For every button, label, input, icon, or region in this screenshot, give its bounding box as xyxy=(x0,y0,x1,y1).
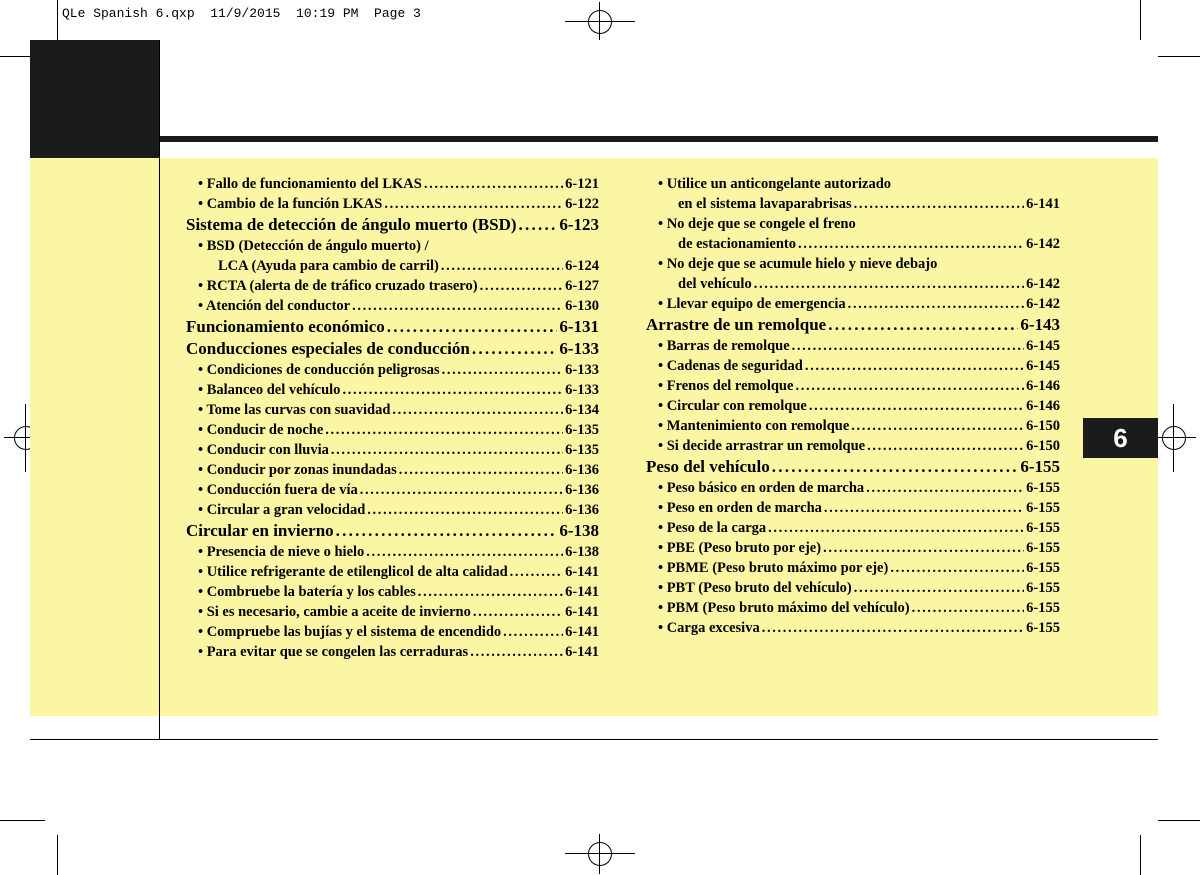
toc-subentry[interactable] xyxy=(186,380,599,400)
toc-page-number: 6-142 xyxy=(1026,276,1060,292)
toc-entry-label: • Fallo de funcionamiento del LKAS xyxy=(198,176,422,192)
toc-leader-dots xyxy=(366,542,563,562)
toc-subentry[interactable] xyxy=(186,440,599,460)
toc-subentry[interactable] xyxy=(646,436,1060,456)
toc-subentry[interactable] xyxy=(646,478,1060,498)
toc-entry-label: • RCTA (alerta de de tráfico cruzado trasero) xyxy=(198,278,478,294)
toc-entry-label: • PBT (Peso bruto del vehículo) xyxy=(658,580,852,596)
toc-entry-label: • Peso de la carga xyxy=(658,520,767,536)
toc-entry-label: • Cambio de la función LKAS xyxy=(198,196,383,212)
registration-crosshair xyxy=(599,834,600,874)
toc-subentry[interactable] xyxy=(646,578,1060,598)
toc-entry-label: Sistema de detección de ángulo muerto (BSD) xyxy=(186,215,517,234)
toc-leader-dots xyxy=(424,174,563,194)
print-slug-line: QLe Spanish 6.qxp 11/9/2015 10:19 PM Page 3 xyxy=(62,6,421,21)
toc-subentry[interactable] xyxy=(186,420,599,440)
toc-page-number: 6-142 xyxy=(1026,236,1060,252)
toc-leader-dots xyxy=(824,498,1024,518)
toc-leader-dots xyxy=(854,578,1024,598)
toc-page-number: 6-155 xyxy=(1026,500,1060,516)
toc-entry-label: LCA (Ayuda para cambio de carril) xyxy=(218,258,439,274)
toc-page-number: 6-155 xyxy=(1026,560,1060,576)
toc-subentry[interactable] xyxy=(646,618,1060,638)
toc-leader-dots xyxy=(772,456,1019,478)
toc-section-entry[interactable] xyxy=(646,314,1060,336)
toc-page-number: 6-155 xyxy=(1026,480,1060,496)
toc-leader-dots xyxy=(472,338,558,360)
toc-subentry[interactable] xyxy=(186,480,599,500)
toc-subentry[interactable] xyxy=(646,336,1060,356)
toc-leader-dots xyxy=(367,500,563,520)
registration-crosshair xyxy=(565,853,635,854)
toc-subentry[interactable] xyxy=(186,460,599,480)
toc-entry-label: • Conducir de noche xyxy=(198,422,324,438)
toc-leader-dots xyxy=(768,518,1024,538)
toc-page-number: 6-141 xyxy=(565,584,599,600)
toc-leader-dots xyxy=(867,436,1024,456)
toc-page-number: 6-141 xyxy=(565,624,599,640)
margin-rule xyxy=(159,40,160,740)
toc-leader-dots xyxy=(510,562,564,582)
toc-leader-dots xyxy=(325,420,563,440)
toc-entry-label: • Circular con remolque xyxy=(658,398,807,414)
toc-entry-label: en el sistema lavaparabrisas xyxy=(678,196,852,212)
toc-entry-label: • No deje que se congele el freno xyxy=(658,216,856,232)
toc-page-number: 6-133 xyxy=(565,382,599,398)
toc-page-number: 6-130 xyxy=(565,298,599,314)
toc-page-number: 6-141 xyxy=(565,564,599,580)
toc-leader-dots xyxy=(519,214,558,236)
toc-leader-dots xyxy=(912,598,1025,618)
toc-entry-label: • Peso básico en orden de marcha xyxy=(658,480,865,496)
toc-subentry[interactable] xyxy=(186,500,599,520)
toc-leader-dots xyxy=(851,416,1024,436)
toc-page-number: 6-145 xyxy=(1026,338,1060,354)
toc-section-entry[interactable] xyxy=(186,316,599,338)
toc-leader-dots xyxy=(866,478,1024,498)
registration-crosshair xyxy=(1173,404,1174,472)
toc-subentry[interactable] xyxy=(186,174,599,194)
toc-leader-dots xyxy=(392,400,563,420)
toc-entry-label: • Peso en orden de marcha xyxy=(658,500,822,516)
toc-subentry-continuation[interactable] xyxy=(646,194,1060,214)
toc-page-number: 6-133 xyxy=(565,362,599,378)
toc-leader-dots xyxy=(890,558,1024,578)
crop-mark xyxy=(1158,56,1200,57)
toc-entry-label: • Presencia de nieve o hielo xyxy=(198,544,365,560)
toc-page-number: 6-142 xyxy=(1026,296,1060,312)
crop-mark xyxy=(57,835,58,875)
toc-page-number: 6-121 xyxy=(565,176,599,192)
toc-leader-dots xyxy=(805,356,1024,376)
toc-entry-label: • No deje que se acumule hielo y nieve debajo xyxy=(658,256,938,272)
toc-leader-dots xyxy=(848,294,1025,314)
toc-subentry[interactable] xyxy=(646,294,1060,314)
toc-page-number: 6-155 xyxy=(1020,457,1060,476)
registration-mark-icon xyxy=(588,842,612,866)
toc-leader-dots xyxy=(441,256,563,276)
toc-leader-dots xyxy=(360,480,563,500)
toc-entry-label: Funcionamiento económico xyxy=(186,317,385,336)
toc-entry-label: • Combruebe la batería y los cables xyxy=(198,584,416,600)
toc-entry-label: • Circular a gran velocidad xyxy=(198,502,366,518)
toc-page-number: 6-131 xyxy=(559,317,599,336)
toc-page-number: 6-136 xyxy=(565,462,599,478)
toc-leader-dots xyxy=(798,234,1024,254)
toc-leader-dots xyxy=(823,538,1024,558)
toc-subentry[interactable] xyxy=(646,214,1060,234)
toc-page-number: 6-135 xyxy=(565,442,599,458)
registration-mark-icon xyxy=(1162,426,1186,450)
toc-entry-label: • Cadenas de seguridad xyxy=(658,358,803,374)
toc-page-number: 6-145 xyxy=(1026,358,1060,374)
toc-entry-label: • Conducir por zonas inundadas xyxy=(198,462,397,478)
toc-subentry[interactable] xyxy=(646,396,1060,416)
toc-page-number: 6-124 xyxy=(565,258,599,274)
toc-section-entry[interactable] xyxy=(186,214,599,236)
toc-page-number: 6-133 xyxy=(559,339,599,358)
crop-mark xyxy=(1158,820,1200,821)
toc-page-number: 6-138 xyxy=(559,521,599,540)
toc-page-number: 6-127 xyxy=(565,278,599,294)
toc-page-number: 6-146 xyxy=(1026,378,1060,394)
toc-leader-dots xyxy=(352,296,563,316)
toc-entry-label: • Conducción fuera de vía xyxy=(198,482,358,498)
header-rule xyxy=(160,136,1158,142)
toc-leader-dots xyxy=(480,276,564,296)
toc-subentry[interactable] xyxy=(186,562,599,582)
toc-leader-dots xyxy=(336,520,558,542)
toc-page-number: 6-146 xyxy=(1026,398,1060,414)
registration-crosshair xyxy=(25,404,26,472)
toc-entry-label: • Utilice un anticongelante autorizado xyxy=(658,176,892,192)
chapter-tab: 6 xyxy=(1083,418,1158,458)
registration-crosshair xyxy=(1152,437,1196,438)
toc-leader-dots xyxy=(854,194,1025,214)
toc-subentry[interactable] xyxy=(646,498,1060,518)
crop-mark xyxy=(57,0,58,40)
registration-mark-icon xyxy=(588,10,612,34)
toc-page-number: 6-155 xyxy=(1026,580,1060,596)
toc-entry-label: • PBM (Peso bruto máximo del vehículo) xyxy=(658,600,910,616)
toc-section-entry[interactable] xyxy=(186,338,599,360)
toc-leader-dots xyxy=(442,360,563,380)
toc-column-left xyxy=(186,174,599,662)
toc-subentry[interactable] xyxy=(186,236,599,256)
crop-mark xyxy=(1140,835,1141,875)
header-block xyxy=(30,40,160,158)
toc-page-number: 6-155 xyxy=(1026,520,1060,536)
toc-entry-label: Circular en invierno xyxy=(186,521,334,540)
toc-section-entry[interactable] xyxy=(186,520,599,542)
toc-column-right xyxy=(646,174,1060,638)
toc-entry-label: • BSD (Detección de ángulo muerto) / xyxy=(198,238,429,254)
toc-entry-label: • Barras de remolque xyxy=(658,338,790,354)
toc-page-number: 6-122 xyxy=(565,196,599,212)
toc-leader-dots xyxy=(399,460,563,480)
toc-entry-label: • PBE (Peso bruto por eje) xyxy=(658,540,822,556)
toc-page-number: 6-143 xyxy=(1020,315,1060,334)
toc-page-number: 6-141 xyxy=(565,604,599,620)
toc-entry-label: • Si es necesario, cambie a aceite de invierno xyxy=(198,604,471,620)
toc-page-number: 6-136 xyxy=(565,482,599,498)
toc-subentry[interactable] xyxy=(186,542,599,562)
toc-subentry[interactable] xyxy=(646,518,1060,538)
toc-page-number: 6-155 xyxy=(1026,540,1060,556)
toc-leader-dots xyxy=(473,602,563,622)
toc-leader-dots xyxy=(503,622,563,642)
toc-entry-label: • Si decide arrastrar un remolque xyxy=(658,438,866,454)
toc-leader-dots xyxy=(792,336,1024,356)
toc-entry-label: Peso del vehículo xyxy=(646,457,770,476)
toc-subentry[interactable] xyxy=(646,538,1060,558)
toc-leader-dots xyxy=(342,380,563,400)
toc-entry-label: • Utilice refrigerante de etilenglicol de alta calidad xyxy=(198,564,508,580)
toc-entry-label: • Conducir con lluvia xyxy=(198,442,329,458)
toc-page-number: 6-135 xyxy=(565,422,599,438)
toc-page-number: 6-134 xyxy=(565,402,599,418)
toc-page-number: 6-136 xyxy=(565,502,599,518)
toc-entry-label: • Mantenimiento con remolque xyxy=(658,418,850,434)
toc-subentry[interactable] xyxy=(646,416,1060,436)
toc-subentry[interactable] xyxy=(646,174,1060,194)
toc-entry-label: de estacionamiento xyxy=(678,236,796,252)
toc-leader-dots xyxy=(418,582,563,602)
toc-leader-dots xyxy=(762,618,1024,638)
toc-leader-dots xyxy=(795,376,1024,396)
toc-subentry[interactable] xyxy=(646,558,1060,578)
toc-entry-label: del vehículo xyxy=(678,276,752,292)
toc-page-number: 6-150 xyxy=(1026,418,1060,434)
toc-page-number: 6-123 xyxy=(559,215,599,234)
toc-entry-label: Conducciones especiales de conducción xyxy=(186,339,470,358)
toc-page-number: 6-155 xyxy=(1026,600,1060,616)
toc-leader-dots xyxy=(828,314,1018,336)
crop-mark xyxy=(0,820,45,821)
toc-page-number: 6-155 xyxy=(1026,620,1060,636)
footer-rule xyxy=(30,739,1158,740)
toc-entry-label: Arrastre de un remolque xyxy=(646,315,827,334)
crop-mark xyxy=(1140,0,1141,40)
toc-subentry[interactable] xyxy=(186,582,599,602)
toc-page-number: 6-150 xyxy=(1026,438,1060,454)
toc-subentry[interactable] xyxy=(186,194,599,214)
toc-subentry-continuation[interactable] xyxy=(646,274,1060,294)
toc-entry-label: • Atención del conductor xyxy=(198,298,351,314)
toc-entry-label: • Condiciones de conducción peligrosas xyxy=(198,362,440,378)
toc-subentry[interactable] xyxy=(186,602,599,622)
toc-subentry[interactable] xyxy=(646,598,1060,618)
toc-subentry[interactable] xyxy=(646,254,1060,274)
toc-entry-label: • Para evitar que se congelen las cerraduras xyxy=(198,644,469,660)
toc-leader-dots xyxy=(809,396,1024,416)
toc-page-number: 6-141 xyxy=(565,644,599,660)
toc-leader-dots xyxy=(331,440,563,460)
toc-subentry[interactable] xyxy=(186,276,599,296)
toc-entry-label: • Compruebe las bujías y el sistema de encendido xyxy=(198,624,502,640)
toc-subentry[interactable] xyxy=(186,622,599,642)
toc-subentry[interactable] xyxy=(186,360,599,380)
toc-leader-dots xyxy=(387,316,558,338)
toc-entry-label: • Frenos del remolque xyxy=(658,378,794,394)
toc-subentry-continuation[interactable] xyxy=(186,256,599,276)
toc-subentry[interactable] xyxy=(186,642,599,662)
toc-page-number: 6-141 xyxy=(1026,196,1060,212)
toc-leader-dots xyxy=(384,194,563,214)
toc-entry-label: • Llevar equipo de emergencia xyxy=(658,296,846,312)
toc-entry-label: • PBME (Peso bruto máximo por eje) xyxy=(658,560,889,576)
toc-entry-label: • Balanceo del vehículo xyxy=(198,382,341,398)
toc-subentry[interactable] xyxy=(646,376,1060,396)
toc-subentry-continuation[interactable] xyxy=(646,234,1060,254)
toc-entry-label: • Tome las curvas con suavidad xyxy=(198,402,391,418)
toc-leader-dots xyxy=(470,642,563,662)
toc-subentry[interactable] xyxy=(186,400,599,420)
toc-section-entry[interactable] xyxy=(646,456,1060,478)
toc-page-number: 6-138 xyxy=(565,544,599,560)
toc-subentry[interactable] xyxy=(646,356,1060,376)
registration-crosshair xyxy=(565,21,635,22)
toc-subentry[interactable] xyxy=(186,296,599,316)
toc-leader-dots xyxy=(754,274,1024,294)
toc-entry-label: • Carga excesiva xyxy=(658,620,760,636)
